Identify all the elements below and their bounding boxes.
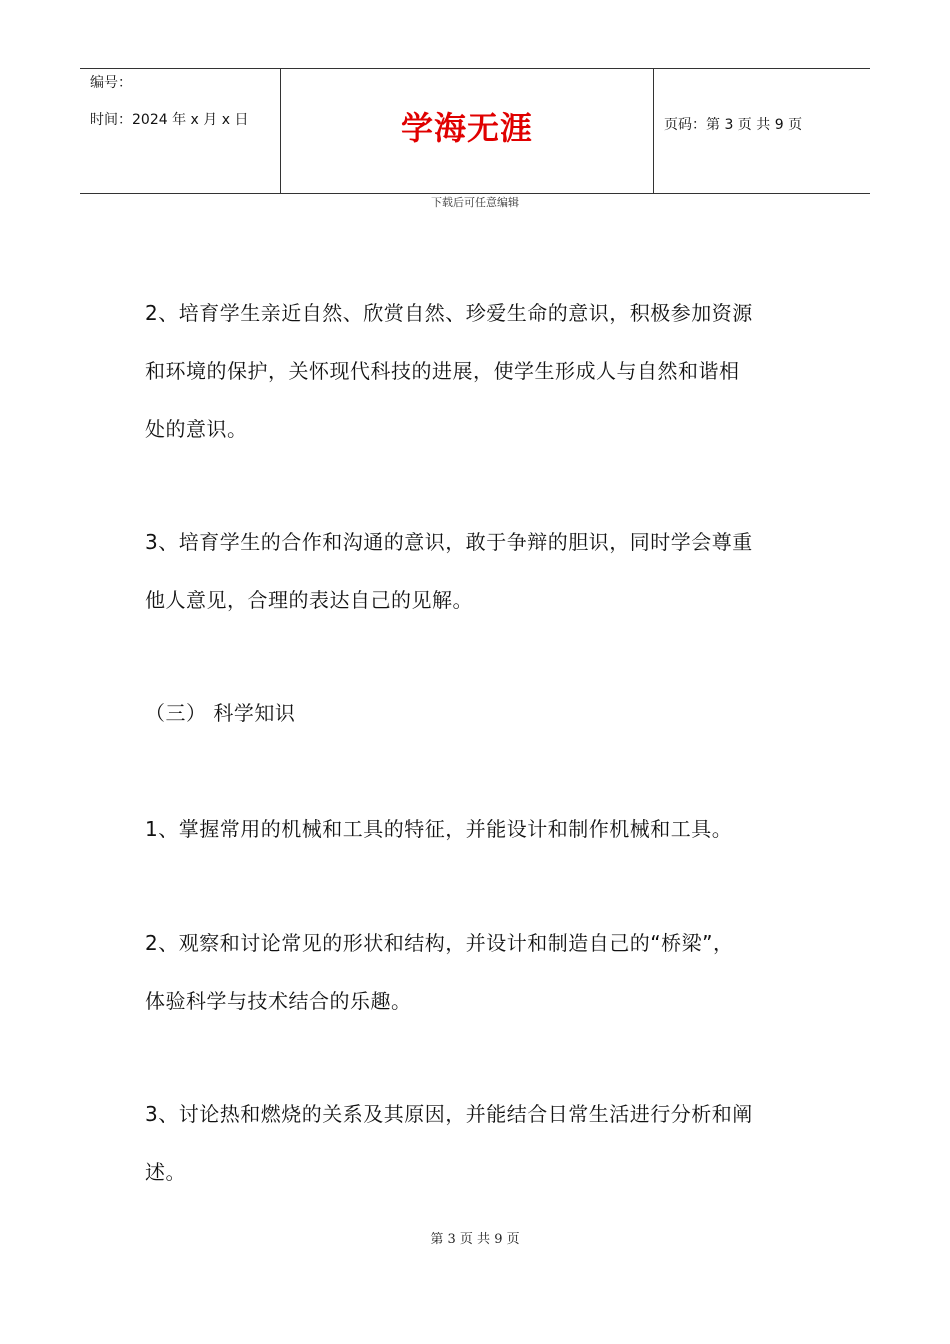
paragraph-line: 他人意见，合理的表达自己的见解。	[145, 588, 473, 612]
paragraph-line: 2、培育学生亲近自然、欣赏自然、珍爱生命的意识，积极参加资源	[145, 301, 753, 325]
header-page-info: 页码：第 3 页 共 9 页	[664, 117, 803, 133]
paragraph-line: 处的意识。	[145, 417, 248, 441]
paragraph-line: 3、讨论热和燃烧的关系及其原因，并能结合日常生活进行分析和阐	[145, 1102, 753, 1126]
paragraph-line: 述。	[145, 1160, 186, 1184]
page-footer: 第 3 页 共 9 页	[430, 1232, 520, 1247]
header-table	[80, 68, 870, 194]
header-right-cell	[654, 69, 870, 193]
document-number-label: 编号：	[90, 75, 132, 91]
editable-note: 下载后可任意编辑	[431, 196, 519, 209]
header-middle-cell	[281, 69, 654, 193]
paragraph-line: 1、掌握常用的机械和工具的特征，并能设计和制作机械和工具。	[145, 817, 733, 841]
paragraph-line: 体验科学与技术结合的乐趣。	[145, 989, 412, 1013]
section-heading: （三） 科学知识	[145, 701, 296, 725]
paragraph-line: 3、培育学生的合作和沟通的意识，敢于争辩的胆识，同时学会尊重	[145, 530, 753, 554]
paragraph-line: 和环境的保护，关怀现代科技的进展，使学生形成人与自然和谐相	[145, 359, 740, 383]
header-title: 学海无涯	[400, 109, 533, 147]
document-date-label: 时间：2024 年 x 月 x 日	[90, 112, 249, 128]
header-left-cell	[80, 69, 281, 193]
paragraph-line: 2、观察和讨论常见的形状和结构，并设计和制造自己的“桥梁”，	[145, 931, 734, 955]
